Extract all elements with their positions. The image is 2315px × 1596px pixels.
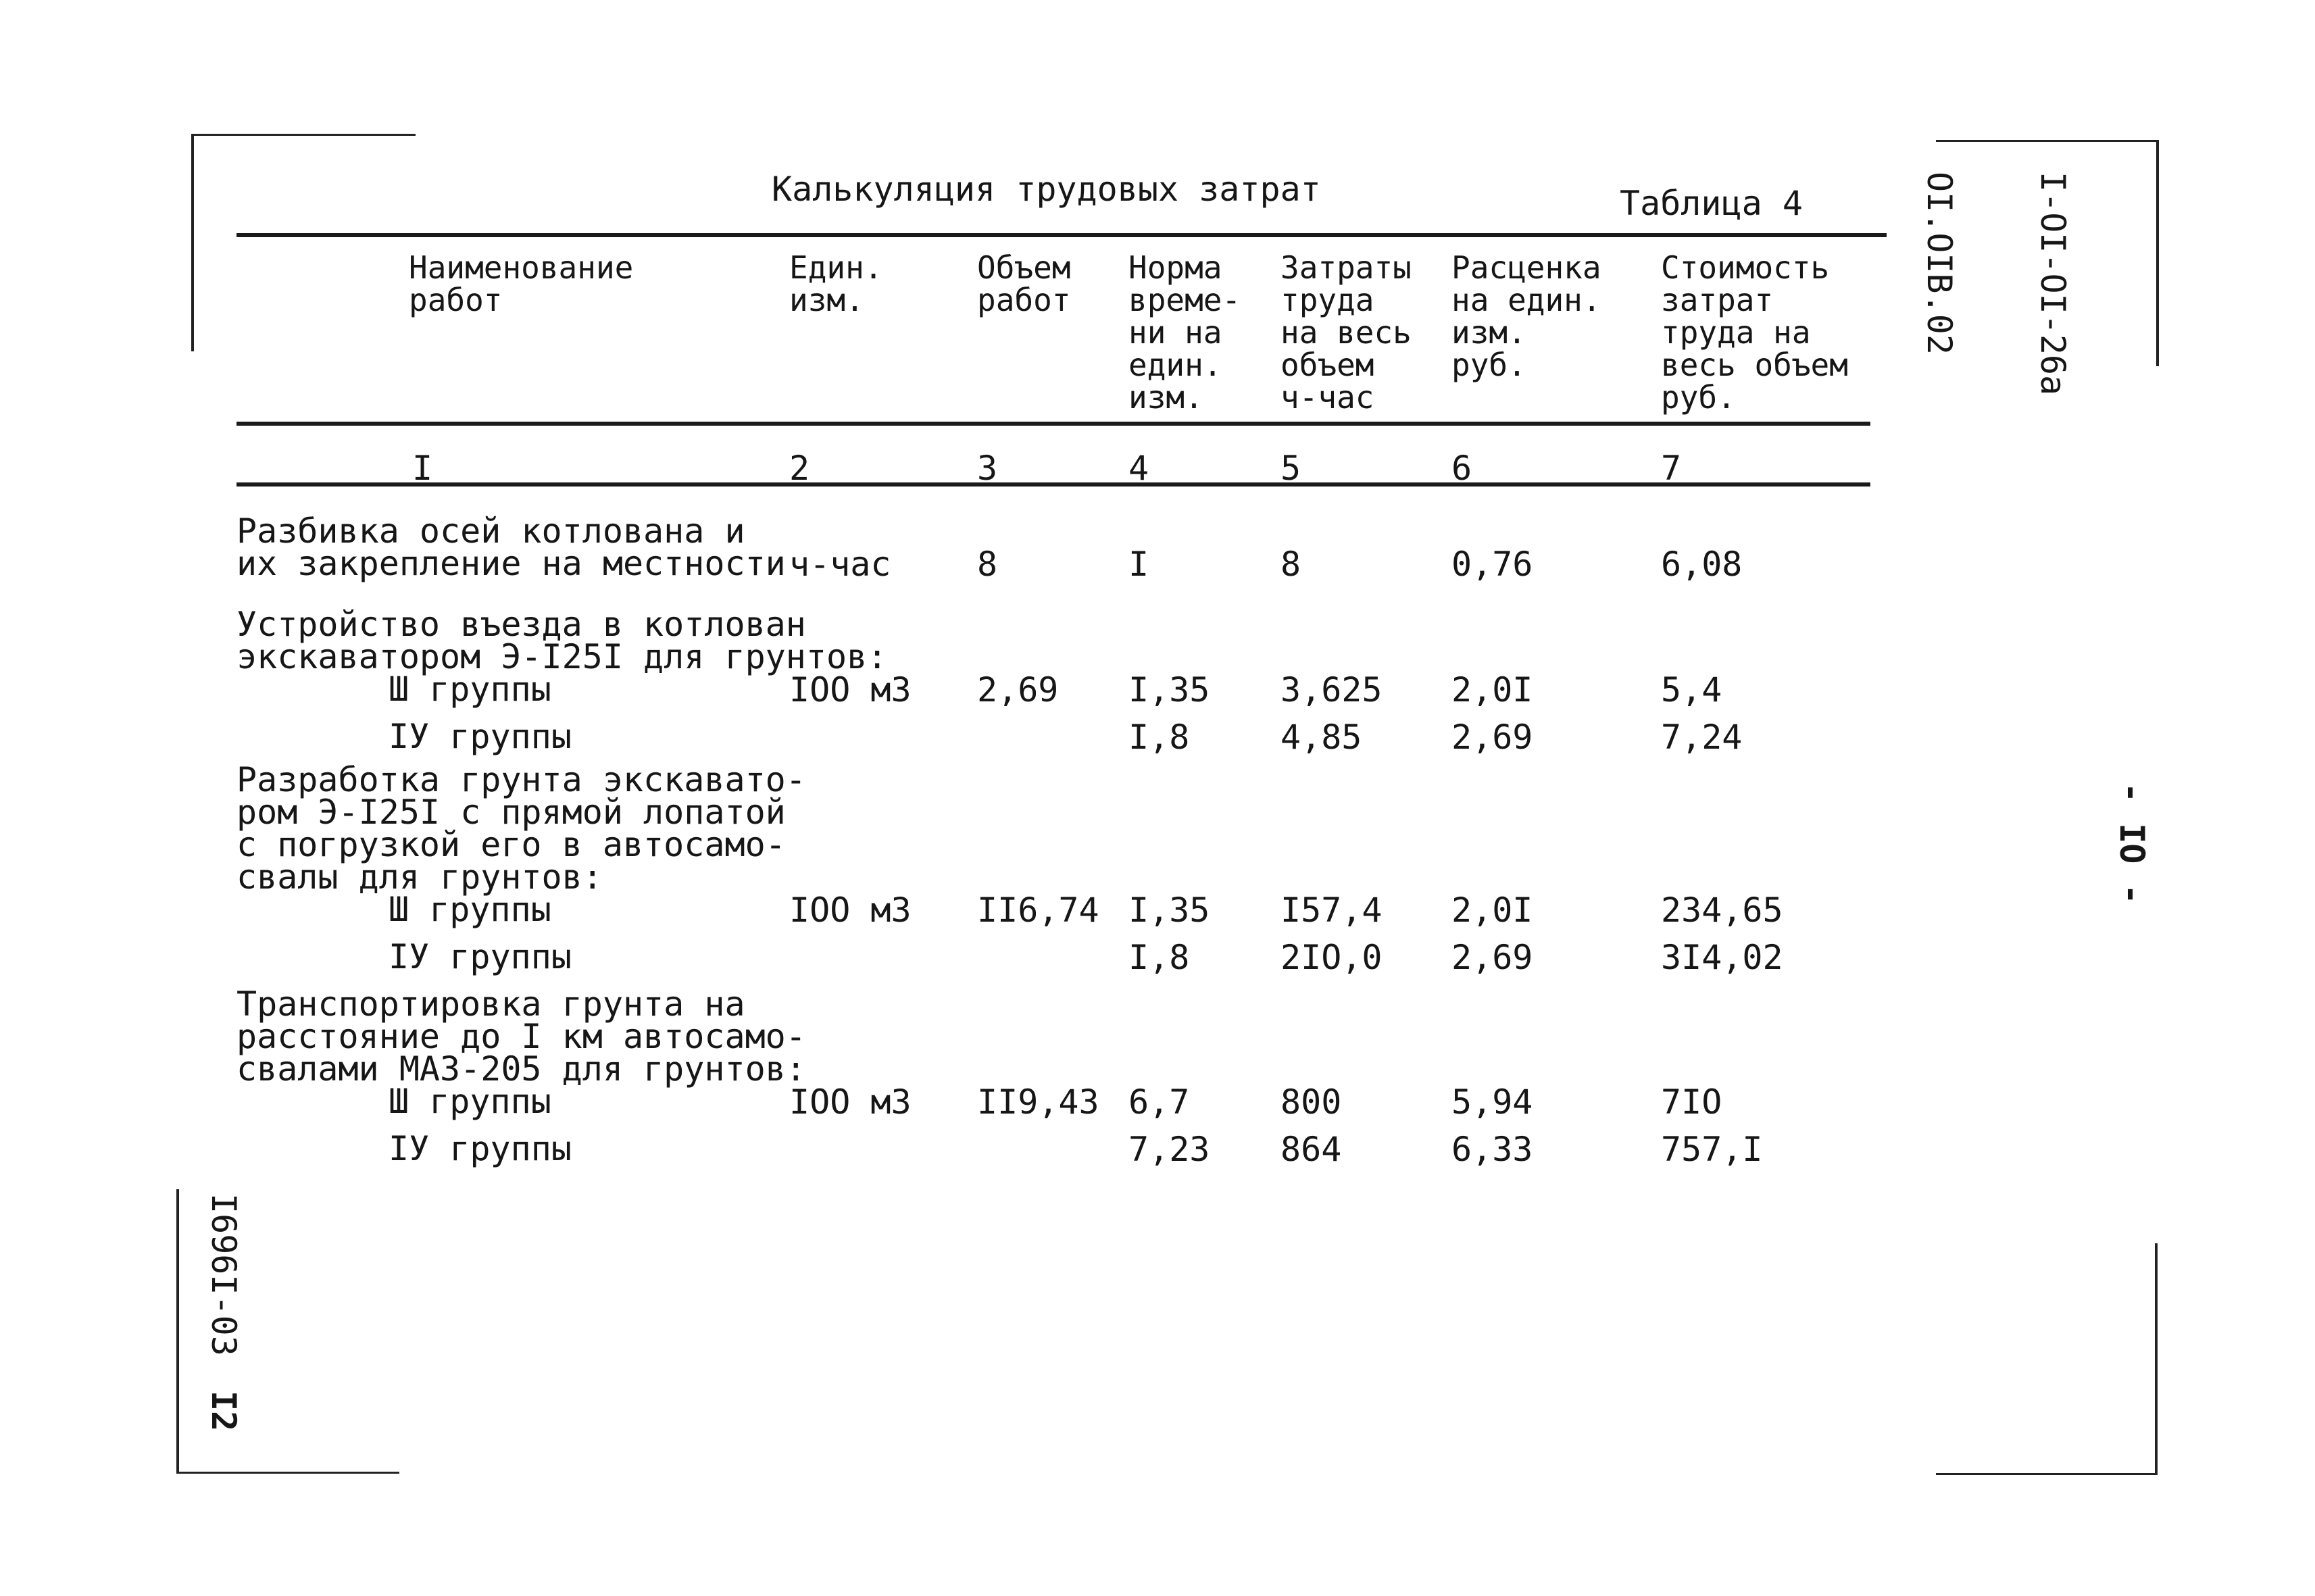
frame-right-bottom-edge — [2155, 1243, 2158, 1474]
document-code-line-2: OI.OIB.02 — [1920, 172, 1959, 355]
cell-unit: ч-час — [789, 545, 891, 584]
cell-norm: I — [1128, 545, 1149, 584]
row-name: IУ группы — [389, 1129, 572, 1168]
cell-norm: I,35 — [1128, 891, 1210, 930]
cell-labor: 864 — [1280, 1130, 1342, 1169]
cell-labor: 3,625 — [1280, 670, 1383, 709]
row-name: Транспортировка грунта на расстояние до I км автосамо- свалами МАЗ-205 для грунтов: — [237, 984, 806, 1089]
archive-number: I696I-03 — [204, 1193, 243, 1356]
column-number-2: 2 — [789, 449, 810, 488]
cell-unit: IOO м3 — [789, 670, 912, 709]
table-top-rule — [237, 233, 1887, 237]
column-numbers-rule — [237, 482, 1870, 487]
header-bottom-rule — [237, 422, 1870, 426]
column-number-1: I — [412, 449, 433, 488]
document-code — [1883, 172, 2147, 395]
page-number-marker: - IO - — [2112, 782, 2151, 905]
cell-rate: 0,76 — [1451, 545, 1533, 584]
cell-norm: 7,23 — [1128, 1130, 1210, 1169]
column-number-3: 3 — [977, 449, 998, 488]
cell-cost: 757,I — [1661, 1130, 1763, 1169]
cell-unit: IOO м3 — [789, 1082, 912, 1122]
cell-cost: 3I4,02 — [1661, 938, 1783, 977]
sheet-number: I2 — [204, 1391, 243, 1432]
cell-cost: 7,24 — [1661, 718, 1743, 757]
cell-volume: 2,69 — [977, 670, 1059, 709]
frame-right-top-edge — [2156, 140, 2159, 366]
cell-norm: I,8 — [1128, 718, 1190, 757]
frame-left-bottom-edge — [176, 1189, 179, 1473]
column-header-3: Объем работ — [977, 249, 1071, 318]
frame-left-top-edge — [191, 134, 194, 351]
cell-labor: 800 — [1280, 1082, 1342, 1122]
row-name: IУ группы — [389, 717, 572, 756]
cell-cost: 5,4 — [1661, 670, 1722, 709]
cell-rate: 2,0I — [1451, 891, 1533, 930]
cell-labor: I57,4 — [1280, 891, 1383, 930]
column-header-4: Норма време- ни на един. изм. — [1128, 249, 1241, 416]
cell-norm: I,35 — [1128, 670, 1210, 709]
row-name: Устройство въезда в котлован экскаватором Э-I25I для грунтов: — [237, 605, 888, 676]
cell-volume: II9,43 — [977, 1082, 1099, 1122]
column-number-5: 5 — [1280, 449, 1301, 488]
cell-rate: 6,33 — [1451, 1130, 1533, 1169]
cell-rate: 2,69 — [1451, 718, 1533, 757]
cell-cost: 7IO — [1661, 1082, 1722, 1122]
column-header-1: Наименование работ — [409, 249, 634, 318]
cell-norm: 6,7 — [1128, 1082, 1190, 1122]
column-number-4: 4 — [1128, 449, 1149, 488]
column-number-7: 7 — [1661, 449, 1682, 488]
cell-volume: II6,74 — [977, 891, 1099, 930]
frame-bottom-right-edge — [1936, 1473, 2158, 1475]
cell-unit: IOO м3 — [789, 891, 912, 930]
row-name: Разбивка осей котлована и их закрепление на местности — [237, 512, 786, 583]
cell-volume: 8 — [977, 545, 998, 584]
row-name: Разработка грунта экскавато- ром Э-I25I с прямой лопатой с погрузкой его в автосамо- свалы для грунтов: — [237, 760, 806, 897]
page-title: Калькуляция трудовых затрат — [772, 170, 1321, 209]
cell-labor: 8 — [1280, 545, 1301, 584]
cell-rate: 2,0I — [1451, 670, 1533, 709]
table-label: Таблица 4 — [1620, 184, 1803, 223]
column-header-7: Стоимость затрат труда на весь объем руб. — [1661, 249, 1848, 416]
cell-labor: 2IO,0 — [1280, 938, 1383, 977]
cell-rate: 2,69 — [1451, 938, 1533, 977]
cell-cost: 6,08 — [1661, 545, 1743, 584]
cell-rate: 5,94 — [1451, 1082, 1533, 1122]
cell-labor: 4,85 — [1280, 718, 1362, 757]
frame-top-left-edge — [193, 134, 416, 136]
cell-cost: 234,65 — [1661, 891, 1783, 930]
row-name: IУ группы — [389, 937, 572, 976]
frame-top-right-edge — [1936, 140, 2159, 142]
column-header-5: Затраты труда на весь объем ч-час — [1280, 249, 1412, 416]
column-header-2: Един. изм. — [789, 249, 883, 318]
row-name: Ш группы — [389, 1082, 551, 1121]
column-header-6: Расценка на един. изм. руб. — [1451, 249, 1601, 383]
row-name: Ш группы — [389, 670, 551, 709]
document-code-line-1: I-OI-OI-26a — [2033, 172, 2072, 396]
row-name: Ш группы — [389, 890, 551, 929]
cell-norm: I,8 — [1128, 938, 1190, 977]
frame-bottom-left-edge — [176, 1472, 399, 1474]
column-number-6: 6 — [1451, 449, 1472, 488]
